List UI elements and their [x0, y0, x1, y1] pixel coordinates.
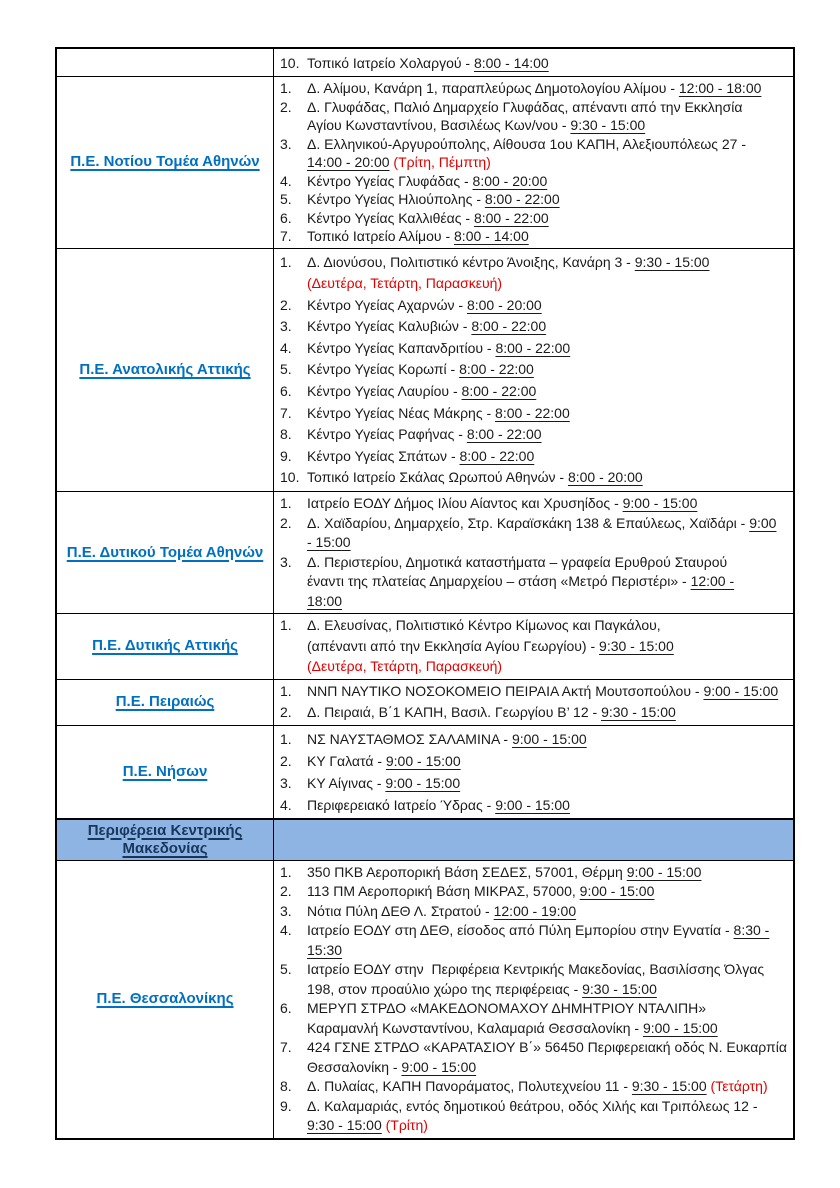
item-text	[307, 209, 789, 228]
time-range: 8:00 - 20:00	[472, 172, 548, 189]
item-text	[307, 227, 789, 246]
item-line	[307, 190, 789, 209]
schedule-item	[280, 209, 789, 228]
item-line	[307, 1116, 789, 1136]
location-text: ΚΥ Αίγινας -	[307, 774, 386, 791]
location-text: Δ. Πειραιά, Β΄1 ΚΑΠΗ, Βασιλ. Γεωργίου Β’ 12 -	[307, 703, 602, 720]
item-number: 1.	[280, 253, 292, 270]
item-line	[307, 295, 789, 317]
item-line	[307, 467, 789, 489]
time-range: 9:30 - 15:00	[570, 117, 646, 133]
item-line	[307, 772, 789, 794]
item-line	[307, 980, 789, 1000]
item-number: 3.	[280, 553, 292, 570]
schedule-item	[280, 494, 789, 514]
location-text: Κέντρο Υγείας Σπάτων -	[307, 447, 460, 464]
time-range: 9:00 - 15:00	[495, 796, 570, 813]
item-number: 1.	[280, 730, 292, 747]
item-text	[307, 1038, 789, 1077]
item-line	[307, 553, 789, 573]
item-line	[307, 53, 789, 73]
item-line	[307, 656, 789, 677]
locations-list	[273, 49, 793, 76]
item-number: 4.	[280, 339, 292, 356]
time-range: 9:00 - 15:00	[626, 863, 702, 880]
item-text	[307, 882, 789, 902]
item-number: 7.	[280, 1039, 292, 1056]
location-text: Νότια Πύλη ΔΕΘ Λ. Στρατού -	[307, 902, 494, 919]
item-line	[307, 533, 789, 553]
item-line	[307, 153, 789, 172]
item-line	[307, 902, 789, 922]
location-text: 113 ΠΜ Αεροπορική Βάση ΜΙΚΡΑΣ, 57000,	[307, 883, 580, 900]
item-line	[307, 572, 789, 592]
schedule-item	[280, 514, 789, 553]
item-number: 5.	[280, 191, 292, 207]
locations-list	[273, 492, 793, 613]
location-text: Δ. Περιστερίου, Δημοτικά καταστήματα – γραφεία Ερυθρού Σταυρού	[307, 553, 728, 570]
item-line	[307, 921, 789, 941]
schedule-item	[280, 1097, 789, 1136]
locations-list	[273, 820, 793, 860]
location-text: Θεσσαλονίκη -	[307, 1058, 402, 1075]
item-line	[307, 1019, 789, 1039]
item-text	[307, 53, 789, 73]
time-range: 9:00 - 15:00	[385, 752, 461, 769]
time-range: 9:00 - 15:00	[579, 883, 655, 900]
schedule-item	[280, 921, 789, 960]
item-text	[307, 446, 789, 468]
schedule-item	[280, 403, 789, 425]
item-line	[307, 338, 789, 360]
schedule-item	[280, 227, 789, 246]
time-range: 8:00 - 22:00	[459, 361, 534, 378]
location-text: Δ. Χαϊδαρίου, Δημαρχείο, Στρ. Καραϊσκάκη 138 & Επαύλεως, Χαϊδάρι -	[307, 514, 750, 531]
item-number: 2.	[280, 703, 292, 720]
location-text: Δ. Αλίμου, Κανάρη 1, παραπλεύρως Δημοτολογίου Αλίμου -	[307, 80, 679, 96]
item-text	[307, 424, 789, 446]
item-text	[307, 772, 789, 794]
item-number: 1.	[280, 495, 292, 512]
location-text: 424 ΓΣΝΕ ΣΤΡΔΟ «ΚΑΡΑΤΑΣΙΟΥ Β΄» 56450 Περιφερειακή οδός Ν. Ευκαρπία	[307, 1039, 787, 1056]
location-text: Δ. Διονύσου, Πολιτιστικό κέντρο Άνοιξης, Κανάρη 3 -	[307, 253, 635, 270]
item-number: 9.	[280, 447, 292, 464]
location-text: Κέντρο Υγείας Καλλιθέας -	[307, 209, 474, 226]
item-line	[307, 494, 789, 514]
time-range: 9:00 - 15:00	[642, 1019, 718, 1036]
time-range: 9:30 - 15:00	[631, 1078, 707, 1095]
item-number: 2.	[280, 752, 292, 769]
locations-list	[273, 77, 793, 248]
item-text	[307, 750, 789, 772]
days-note: (Δευτέρα, Τετάρτη, Παρασκευή)	[307, 658, 503, 675]
time-range: 8:00 - 22:00	[459, 447, 535, 464]
region-label-cell	[57, 492, 273, 613]
item-text	[307, 359, 789, 381]
item-line	[307, 999, 789, 1019]
item-text	[307, 381, 789, 403]
location-text: Τοπικό Ιατρείο Σκάλας Ωρωπού Αθηνών -	[307, 469, 568, 486]
location-text: (απέναντι από την Εκκλησία Αγίου Γεωργίου) -	[307, 637, 600, 654]
time-range: 8:00 - 22:00	[495, 404, 570, 421]
item-text	[307, 172, 789, 191]
schedule-item	[280, 999, 789, 1038]
schedule-item	[280, 316, 789, 338]
schedule-item	[280, 172, 789, 191]
item-number: 5.	[280, 961, 292, 978]
location-text: Αγίου Κωνσταντίνου, Βασιλέως Κων/νου -	[307, 117, 571, 133]
item-line	[307, 941, 789, 961]
region-label: Π.Ε. Νήσων	[122, 762, 208, 780]
item-number: 8.	[280, 426, 292, 443]
item-number: 1.	[280, 682, 292, 699]
time-range: 9:00	[749, 514, 777, 531]
item-text	[307, 467, 789, 489]
item-text	[307, 494, 789, 514]
schedule-item	[280, 1077, 789, 1097]
item-text	[307, 316, 789, 338]
schedule-item	[280, 863, 789, 883]
item-number: 3.	[280, 135, 292, 152]
item-number: 2.	[280, 514, 292, 531]
item-number: 6.	[280, 209, 292, 226]
item-text	[307, 514, 789, 553]
item-line	[307, 1097, 789, 1117]
item-text	[307, 794, 789, 816]
item-text	[307, 921, 789, 960]
location-text: Δ. Ελληνικού-Αργυρούπολης, Αίθουσα 1ου ΚΑΠΗ, Αλεξιουπόλεως 27 -	[307, 135, 747, 152]
schedule-item	[280, 615, 789, 677]
table-row	[57, 249, 793, 493]
item-number: 2.	[280, 98, 292, 115]
time-range: 9:30 - 15:00	[582, 980, 657, 997]
time-range: 18:00	[307, 592, 343, 609]
item-number: 7.	[280, 404, 292, 421]
region-label-cell	[57, 614, 273, 679]
item-number: 9.	[280, 1097, 292, 1114]
time-range: 9:30 - 15:00	[599, 637, 674, 654]
schedule-item	[280, 467, 789, 489]
location-text: Δ. Γλυφάδας, Παλιό Δημαρχείο Γλυφάδας, απέναντι από την Εκκλησία	[307, 98, 743, 115]
time-range: 14:00 - 20:00	[307, 154, 390, 170]
item-line	[307, 273, 789, 295]
schedule-item	[280, 381, 789, 403]
time-range: 9:30 - 15:00	[634, 253, 710, 270]
item-number: 6.	[280, 1000, 292, 1017]
table-row	[57, 492, 793, 614]
item-number: 2.	[280, 883, 292, 900]
time-range: 9:00 - 15:00	[401, 1058, 477, 1075]
time-range: 12:00 - 19:00	[493, 902, 577, 919]
item-number: 1.	[280, 617, 292, 634]
schedule-item	[280, 424, 789, 446]
table-row	[57, 680, 793, 726]
item-text	[307, 960, 789, 999]
locations-list	[273, 249, 793, 492]
item-text	[307, 702, 789, 723]
item-text	[307, 615, 789, 677]
time-range: 9:00 - 15:00	[622, 495, 698, 512]
schedule-item	[280, 553, 789, 612]
item-text	[307, 863, 789, 883]
locations-list	[273, 614, 793, 679]
section-header-text: Περιφέρεια Κεντρικής Μακεδονίας	[87, 821, 243, 857]
region-label-cell	[57, 49, 273, 76]
region-label-cell	[57, 77, 273, 248]
location-text: Τοπικό Ιατρείο Χολαργού -	[307, 55, 474, 71]
time-range: 9:30 - 15:00	[307, 1117, 382, 1134]
time-range: 8:00 - 20:00	[567, 469, 643, 486]
time-range: 8:00 - 14:00	[473, 55, 549, 71]
location-text: έναντι της πλατείας Δημαρχείου – στάση «Μετρό Περιστέρι» -	[307, 573, 691, 590]
item-line	[307, 359, 789, 381]
table-row	[57, 861, 793, 1138]
days-note: (Τετάρτη)	[710, 1078, 768, 1095]
region-label: Π.Ε. Νοτίου Τομέα Αθηνών	[70, 153, 260, 171]
item-text	[307, 135, 789, 172]
location-text: Καραμανλή Κωνσταντίνου, Καλαμαριά Θεσσαλονίκη -	[307, 1019, 643, 1036]
item-line	[307, 252, 789, 274]
schedule-item	[280, 446, 789, 468]
item-line	[307, 403, 789, 425]
time-range: 8:00 - 22:00	[466, 426, 542, 443]
schedule-item	[280, 98, 789, 135]
time-range: 9:30 - 15:00	[601, 703, 676, 720]
days-note: (Τρίτη, Πέμπτη)	[393, 154, 491, 170]
location-text: Κέντρο Υγείας Αχαρνών -	[307, 296, 467, 313]
time-range: 8:30 -	[733, 922, 770, 939]
item-text	[307, 295, 789, 317]
item-line	[307, 172, 789, 191]
item-text	[307, 190, 789, 209]
location-text: Κέντρο Υγείας Γλυφάδας -	[307, 172, 473, 189]
time-range: 8:00 - 20:00	[466, 296, 542, 313]
item-line	[307, 381, 789, 403]
item-text	[307, 1077, 789, 1097]
region-label-cell	[57, 726, 273, 818]
time-range: 9:00 - 15:00	[703, 682, 779, 699]
location-text: Κέντρο Υγείας Καπανδριτίου -	[307, 339, 496, 356]
table-row	[57, 614, 793, 680]
item-number: 10.	[280, 55, 300, 71]
schedule-item	[280, 53, 789, 73]
region-label-cell	[57, 680, 273, 725]
location-text: Ιατρείο ΕΟΔΥ Δήμος Ιλίου Αίαντος και Χρυσηίδος -	[307, 495, 623, 512]
item-text	[307, 681, 789, 702]
item-text	[307, 98, 789, 135]
location-text: Ιατρείο ΕΟΔΥ στη ΔΕΘ, είσοδος από Πύλη Εμπορίου στην Εγνατία -	[307, 922, 734, 939]
time-range: 9:00 - 15:00	[511, 730, 587, 747]
region-label: Π.Ε. Πειραιώς	[115, 693, 215, 711]
locations-list	[273, 726, 793, 818]
location-text: 350 ΠΚΒ Αεροπορική Βάση ΣΕΔΕΣ, 57001, Θέρμη	[307, 863, 627, 880]
region-label-cell	[57, 861, 273, 1138]
item-number: 4.	[280, 796, 292, 813]
location-text: Περιφερειακό Ιατρείο Ύδρας -	[307, 796, 496, 813]
item-line	[307, 728, 789, 750]
item-line	[307, 135, 789, 154]
item-line	[307, 1077, 789, 1097]
item-number: 4.	[280, 922, 292, 939]
item-text	[307, 902, 789, 922]
time-range: 8:00 - 22:00	[473, 209, 549, 226]
location-text: Κέντρο Υγείας Νέας Μάκρης -	[307, 404, 496, 421]
schedule-item	[280, 702, 789, 723]
location-text: ΝΝΠ ΝΑΥΤΙΚΟ ΝΟΣΟΚΟΜΕΙΟ ΠΕΙΡΑΙΑ Ακτή Μουτσοπούλου -	[307, 682, 704, 699]
item-line	[307, 1058, 789, 1078]
time-range: 8:00 - 22:00	[495, 339, 571, 356]
region-label: Π.Ε. Ανατολικής Αττικής	[79, 360, 251, 378]
item-line	[307, 592, 789, 612]
item-line	[307, 750, 789, 772]
item-text	[307, 728, 789, 750]
item-line	[307, 227, 789, 246]
item-line	[307, 446, 789, 468]
location-text: Δ. Πυλαίας, ΚΑΠΗ Πανοράματος, Πολυτεχνείου 11 -	[307, 1078, 632, 1095]
item-line	[307, 702, 789, 723]
location-text: ΜΕΡΥΠ ΣΤΡΔΟ «ΜΑΚΕΔΟΝΟΜΑΧΟΥ ΔΗΜΗΤΡΙΟΥ ΝΤΑΛΙΠΗ»	[307, 1000, 707, 1017]
item-text	[307, 553, 789, 612]
item-number: 6.	[280, 383, 292, 400]
region-label: Π.Ε. Δυτικής Αττικής	[92, 637, 238, 655]
location-text: Κέντρο Υγείας Λαυρίου -	[307, 383, 462, 400]
item-line	[307, 98, 789, 117]
item-line	[307, 794, 789, 816]
schedule-item	[280, 681, 789, 702]
item-text	[307, 1097, 789, 1136]
time-range: 12:00 - 18:00	[678, 80, 762, 96]
item-number: 8.	[280, 1078, 292, 1095]
location-text: ΚΥ Γαλατά -	[307, 752, 386, 769]
location-text: 198, στον προαύλιο χώρο της περιφέρειας -	[307, 980, 583, 997]
item-line	[307, 960, 789, 980]
locations-list	[273, 861, 793, 1138]
time-range: 15:30	[307, 941, 343, 958]
item-number: 5.	[280, 361, 292, 378]
item-line	[307, 1038, 789, 1058]
item-line	[307, 316, 789, 338]
schedule-item	[280, 750, 789, 772]
schedule-item	[280, 1038, 789, 1077]
item-number: 7.	[280, 228, 292, 244]
schedule-item	[280, 728, 789, 750]
item-line	[307, 209, 789, 228]
schedule-table	[55, 47, 795, 1140]
section-header-cell	[57, 820, 273, 860]
item-line	[307, 863, 789, 883]
location-text: Κέντρο Υγείας Ραφήνας -	[307, 426, 467, 443]
item-number: 4.	[280, 172, 292, 189]
time-range: 8:00 - 22:00	[484, 191, 560, 207]
locations-list	[273, 680, 793, 725]
location-text: Κέντρο Υγείας Καλυβιών -	[307, 318, 472, 335]
time-range: - 15:00	[307, 534, 351, 551]
schedule-item	[280, 295, 789, 317]
item-number: 10.	[280, 469, 300, 486]
location-text: Ιατρείο ΕΟΔΥ στην Περιφέρεια Κεντρικής Μακεδονίας, Βασιλίσσης Όλγας	[307, 961, 765, 978]
schedule-item	[280, 960, 789, 999]
item-text	[307, 999, 789, 1038]
item-line	[307, 882, 789, 902]
region-label: Π.Ε. Θεσσαλονίκης	[96, 990, 234, 1008]
section-header-row	[57, 819, 793, 861]
item-line	[307, 116, 789, 135]
item-text	[307, 252, 789, 295]
item-number: 3.	[280, 902, 292, 919]
schedule-item	[280, 79, 789, 98]
schedule-item	[280, 794, 789, 816]
location-text: Κέντρο Υγείας Ηλιούπολης -	[307, 191, 485, 207]
time-range: 12:00 -	[690, 573, 735, 590]
location-text: Τοπικό Ιατρείο Αλίμου -	[307, 228, 455, 244]
item-text	[307, 403, 789, 425]
item-number: 3.	[280, 774, 292, 791]
schedule-item	[280, 359, 789, 381]
item-line	[307, 514, 789, 534]
schedule-item	[280, 902, 789, 922]
item-number: 1.	[280, 863, 292, 880]
schedule-item	[280, 338, 789, 360]
location-text: Δ. Ελευσίνας, Πολιτιστικό Κέντρο Κίμωνος και Παγκάλου,	[307, 617, 661, 634]
table-row	[57, 49, 793, 77]
item-number: 2.	[280, 296, 292, 313]
item-number: 3.	[280, 318, 292, 335]
item-line	[307, 424, 789, 446]
location-text: Δ. Καλαμαριάς, εντός δημοτικού θεάτρου, οδός Χιλής και Τριπόλεως 12 -	[307, 1097, 758, 1114]
region-label: Π.Ε. Δυτικού Τομέα Αθηνών	[66, 543, 264, 561]
region-label-cell	[57, 249, 273, 492]
schedule-item	[280, 252, 789, 295]
schedule-item	[280, 135, 789, 172]
time-range: 8:00 - 22:00	[471, 318, 547, 335]
days-note: (Τρίτη)	[385, 1117, 428, 1134]
time-range: 9:00 - 15:00	[385, 774, 461, 791]
table-row	[57, 726, 793, 819]
time-range: 8:00 - 22:00	[461, 383, 537, 400]
item-line	[307, 615, 789, 636]
time-range: 8:00 - 14:00	[454, 228, 529, 244]
item-line	[307, 636, 789, 657]
item-number: 1.	[280, 80, 292, 96]
schedule-item	[280, 882, 789, 902]
location-text: Κέντρο Υγείας Κορωπί -	[307, 361, 460, 378]
item-text	[307, 79, 789, 98]
schedule-item	[280, 772, 789, 794]
item-text	[307, 338, 789, 360]
days-note: (Δευτέρα, Τετάρτη, Παρασκευή)	[307, 275, 503, 292]
location-text: ΝΣ ΝΑΥΣΤΑΘΜΟΣ ΣΑΛΑΜΙΝΑ -	[307, 730, 512, 747]
item-line	[307, 681, 789, 702]
schedule-item	[280, 190, 789, 209]
table-row	[57, 77, 793, 249]
item-line	[307, 79, 789, 98]
